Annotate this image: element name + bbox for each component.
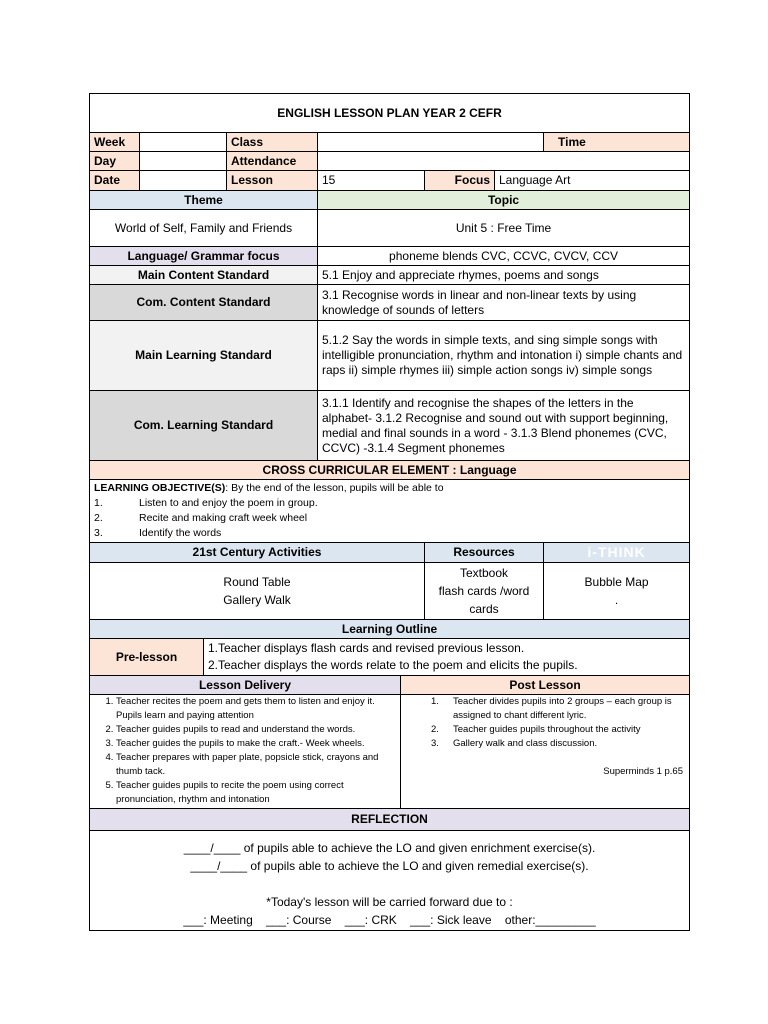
- reflection-enrichment-line: ____/____ of pupils able to achieve the LO and given enrichment exercise(s).: [183, 841, 596, 855]
- focus-value: Language Art: [495, 171, 690, 191]
- topic-label: Topic: [318, 191, 690, 210]
- lesson-label: Lesson: [227, 171, 318, 191]
- ithink-values: [544, 563, 690, 620]
- lesson-plan-table: [89, 93, 690, 639]
- cross-curricular-element: CROSS CURRICULAR ELEMENT : Language: [90, 461, 690, 480]
- objectives-list: [94, 496, 685, 541]
- attendance-label: Attendance: [227, 152, 318, 171]
- day-label: Day: [90, 152, 140, 171]
- ithink-label: i-THINK: [544, 543, 690, 563]
- list-item: 1. Teacher recites the poem and gets them to listen and enjoy it. Pupils learn and paying attention: [116, 695, 396, 723]
- lesson-delivery-content: [90, 695, 401, 809]
- pre-lesson-label: Pre-lesson: [90, 639, 204, 676]
- main-content-standard-label: Main Content Standard: [90, 266, 318, 285]
- objectives-heading-line: [94, 481, 685, 496]
- objectives-heading: LEARNING OBJECTIVE(S): [94, 482, 226, 494]
- delivery-list: [94, 695, 396, 807]
- c21-item: Round Table: [223, 575, 291, 589]
- com-learning-standard-value: 3.1.1 Identify and recognise the shapes of the letters in the alphabet- 3.1.2 Recognise and sound out with support beginning, medial and final sounds in a word - 3.1.3 Blend phonemes (CVC, CCVC) -3.1.4 Segment phonemes: [318, 391, 690, 461]
- lesson-value: 15: [318, 171, 425, 191]
- list-item: 5. Teacher guides pupils to recite the poem using correct pronunciation, rhythm and intonation: [116, 779, 396, 807]
- list-item: 2. Teacher guides pupils to read and understand the words.: [116, 723, 396, 737]
- lesson-plan-document: [89, 93, 689, 931]
- delivery-table: [89, 675, 690, 931]
- com-learning-standard-label: Com. Learning Standard: [90, 391, 318, 461]
- reflection-content: [90, 831, 690, 931]
- focus-label: Focus: [425, 171, 495, 191]
- c21-item: Gallery Walk: [223, 593, 291, 607]
- pre-lesson-item: 2.Teacher displays the words relate to the poem and elicits the pupils.: [208, 658, 578, 672]
- main-learning-standard-label: Main Learning Standard: [90, 321, 318, 391]
- post-lesson-label: Post Lesson: [401, 676, 690, 695]
- reflection-label: REFLECTION: [90, 809, 690, 831]
- list-item: 3. Gallery walk and class discussion.: [431, 738, 598, 749]
- day-value[interactable]: [140, 152, 227, 171]
- main-learning-standard-value: 5.1.2 Say the words in simple texts, and sing simple songs with intelligible pronunciation, rhythm and intonation i) simple chants and raps ii) simple rhymes iii) simple action songs iv) simple songs: [318, 321, 690, 391]
- document-title: ENGLISH LESSON PLAN YEAR 2 CEFR: [90, 94, 690, 133]
- reflection-reasons: ___: Meeting ___: Course ___: CRK ___: Sick leave other:_________: [183, 913, 596, 927]
- c21-activities-values: [90, 563, 425, 620]
- week-label: Week: [90, 133, 140, 152]
- com-content-standard-label: Com. Content Standard: [90, 285, 318, 321]
- date-value[interactable]: [140, 171, 227, 191]
- ithink-item: Bubble Map: [584, 575, 649, 589]
- learning-objectives: [90, 480, 690, 543]
- objectives-intro: : By the end of the lesson, pupils will be able to: [225, 482, 444, 494]
- pre-lesson-item: 1.Teacher displays flash cards and revised previous lesson.: [208, 641, 525, 655]
- week-value[interactable]: [140, 133, 227, 152]
- list-item: 1. Listen to and enjoy the poem in group.: [94, 497, 318, 509]
- list-item: 4. Teacher prepares with paper plate, popsicle stick, crayons and thumb tack.: [116, 751, 396, 779]
- outline-table: [89, 638, 690, 676]
- theme-value: World of Self, Family and Friends: [90, 210, 318, 247]
- class-label: Class: [227, 133, 318, 152]
- book-reference: Superminds 1 p.65: [603, 766, 683, 777]
- com-content-standard-value: 3.1 Recognise words in linear and non-linear texts by using knowledge of sounds of letters: [318, 285, 690, 321]
- list-item: 3. Teacher guides the pupils to make the craft.- Week wheels.: [116, 737, 396, 751]
- reflection-carry-forward: *Today's lesson will be carried forward due to :: [266, 895, 513, 909]
- topic-value: Unit 5 : Free Time: [318, 210, 690, 247]
- lesson-delivery-label: Lesson Delivery: [90, 676, 401, 695]
- theme-label: Theme: [90, 191, 318, 210]
- learning-outline-label: Learning Outline: [90, 620, 690, 639]
- reflection-remedial-line: ____/____ of pupils able to achieve the LO and given remedial exercise(s).: [190, 859, 589, 873]
- resources-values: [425, 563, 544, 620]
- post-lesson-content: [401, 695, 690, 809]
- reflection-spacer: [94, 875, 685, 893]
- attendance-value[interactable]: [318, 152, 690, 171]
- resources-label: Resources: [425, 543, 544, 563]
- main-content-standard-value: 5.1 Enjoy and appreciate rhymes, poems and songs: [318, 266, 690, 285]
- list-item: 2. Recite and making craft week wheel: [94, 512, 308, 524]
- date-label: Date: [90, 171, 140, 191]
- grammar-focus-label: Language/ Grammar focus: [90, 247, 318, 266]
- resource-item: Textbook: [459, 566, 509, 580]
- c21-activities-label: 21st Century Activities: [90, 543, 425, 563]
- list-item: 2. Teacher guides pupils throughout the activity: [431, 724, 641, 735]
- list-item: 1. Teacher divides pupils into 2 groups – each group is assigned to chant different lyric.: [431, 696, 672, 721]
- ithink-item: .: [614, 593, 619, 607]
- list-item: 3. Identify the words: [94, 527, 222, 539]
- class-value[interactable]: [318, 133, 544, 152]
- grammar-focus-value: phoneme blends CVC, CCVC, CVCV, CCV: [318, 247, 690, 266]
- pre-lesson-content: [204, 639, 690, 676]
- resource-item: flash cards /word cards: [438, 584, 530, 616]
- time-label: Time: [544, 133, 690, 152]
